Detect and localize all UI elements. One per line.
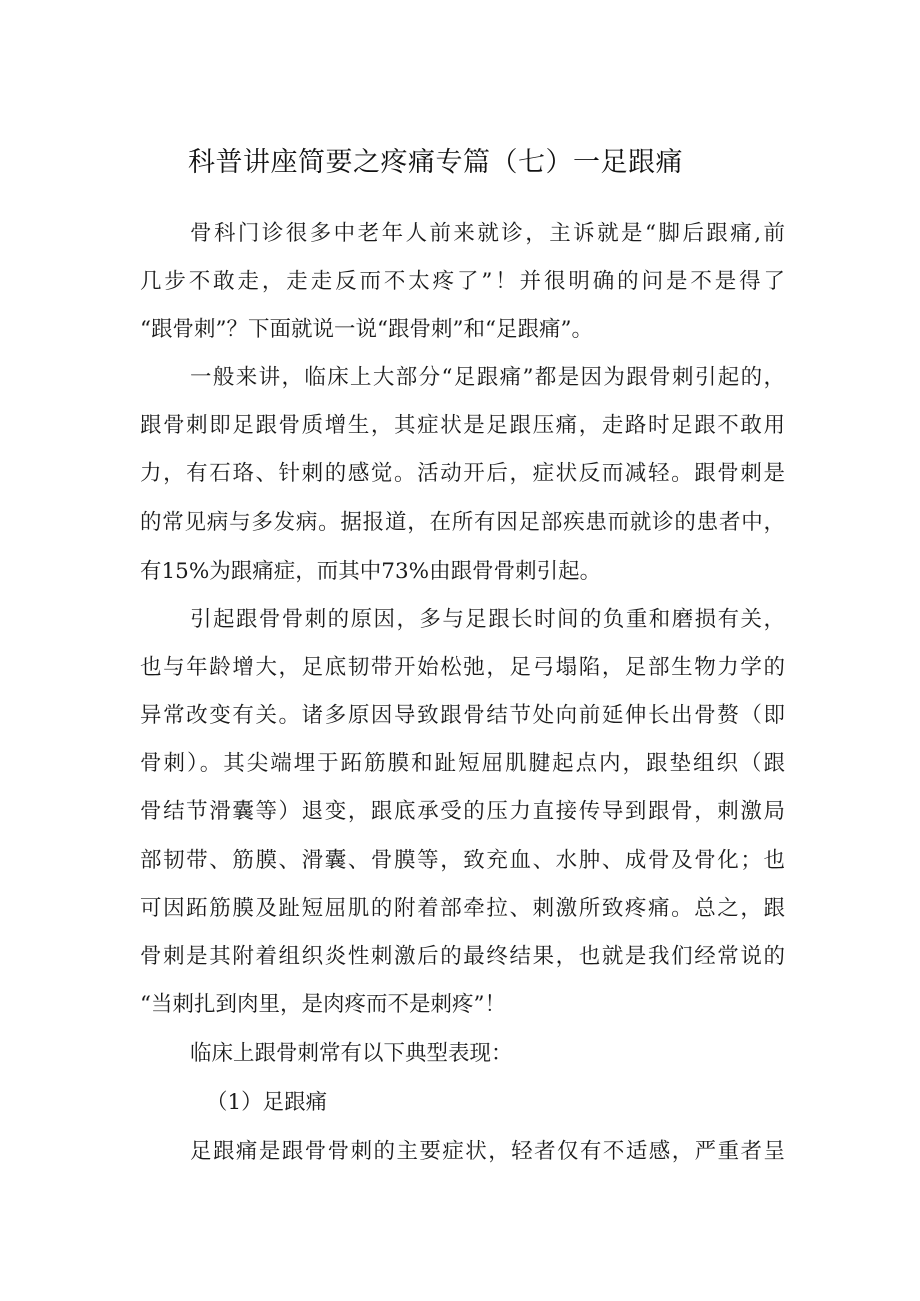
paragraph-line: 的常见病与多发病。据报道，在所有因足部疾患而就诊的患者中， — [140, 510, 785, 535]
paragraph-line: 有15%为跟痛症，而其中73%由跟骨骨刺引起。 — [140, 559, 602, 584]
paragraph-line: 骨刺）。其尖端埋于跖筋膜和趾短屈肌腱起点内，跟垫组织（跟 — [140, 751, 785, 776]
paragraph-line: 也与年龄增大，足底韧带开始松弛，足弓塌陷，足部生物力学的 — [140, 655, 785, 680]
paragraph-line: “跟骨刺”？下面就说一说“跟骨刺”和“足跟痛”。 — [140, 317, 593, 342]
paragraph-line: 异常改变有关。诸多原因导致跟骨结节处向前延伸长出骨赘（即 — [140, 703, 785, 728]
paragraph-line: 可因跖筋膜及趾短屈肌的附着部牵拉、刺激所致疼痛。总之，跟 — [140, 896, 785, 921]
page-title: 科普讲座简要之疼痛专篇（七）一足跟痛 — [188, 147, 683, 178]
paragraph-line: 临床上跟骨刺常有以下典型表现： — [190, 1041, 513, 1066]
paragraph-line: “当刺扎到肉里，是肉疼而不是刺疼”！ — [140, 992, 506, 1017]
paragraph-line: 骨刺是其附着组织炎性刺激后的最终结果，也就是我们经常说的 — [140, 944, 785, 969]
subheading: （1）足跟痛 — [206, 1090, 328, 1115]
paragraph-line: 一般来讲，临床上大部分“足跟痛”都是因为跟骨刺引起的， — [190, 365, 785, 390]
paragraph-line: 几步不敢走，走走反而不太疼了”！并很明确的问是不是得了 — [140, 269, 785, 294]
paragraph-line: 部韧带、筋膜、滑囊、骨膜等，致充血、水肿、成骨及骨化；也 — [140, 848, 785, 873]
paragraph-line: 引起跟骨骨刺的原因，多与足跟长时间的负重和磨损有关， — [190, 607, 785, 632]
paragraph-line: 跟骨刺即足跟骨质增生，其症状是足跟压痛，走路时足跟不敢用 — [140, 413, 785, 438]
paragraph-line: 骨结节滑囊等）退变，跟底承受的压力直接传导到跟骨，刺激局 — [140, 799, 785, 824]
paragraph-line: 骨科门诊很多中老年人前来就诊，主诉就是“脚后跟痛,前 — [190, 221, 785, 246]
paragraph-line: 足跟痛是跟骨骨刺的主要症状，轻者仅有不适感，严重者呈 — [190, 1139, 785, 1164]
paragraph-line: 力，有石珞、针刺的感觉。活动开后，症状反而减轻。跟骨刺是 — [140, 461, 785, 486]
